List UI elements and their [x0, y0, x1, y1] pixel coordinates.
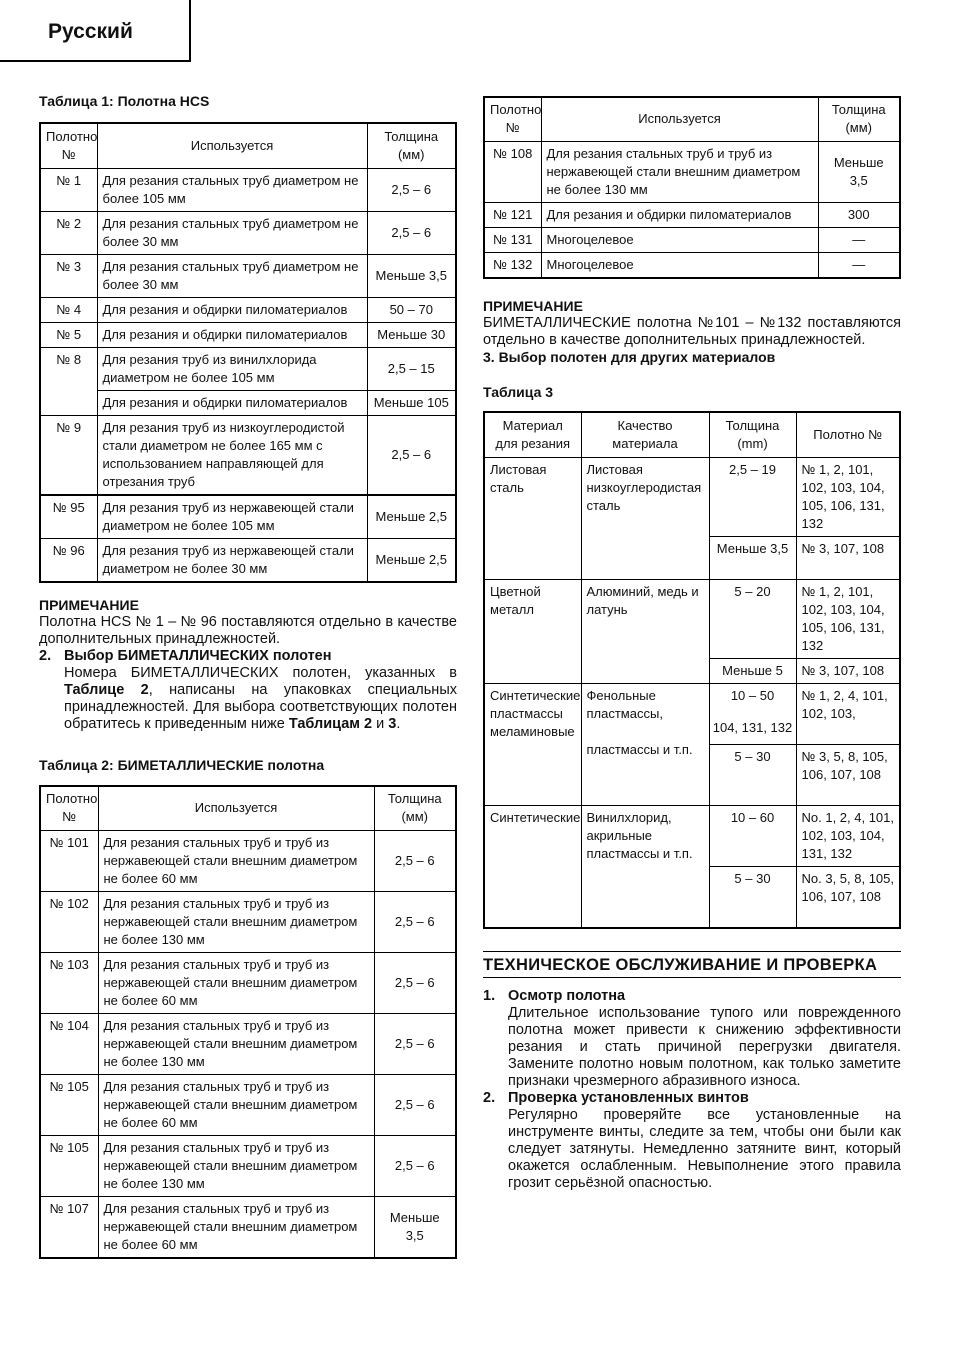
cell-use: Для резания стальных труб и труб из нержавеющей стали внешним диаметром не более 130 мм: [98, 892, 374, 953]
cell-no: № 104: [40, 1014, 98, 1075]
cell-thick: 10 – 50 104, 131, 132: [709, 684, 796, 745]
cell-thick: 2,5 – 6: [374, 1075, 456, 1136]
note-text: Полотна HCS № 1 – № 96 поставляются отдельно в качестве дополнительных принадлежностей.: [39, 613, 457, 647]
col-header: Толщина (mm): [709, 412, 796, 458]
table-row: [40, 831, 456, 892]
cell-thick: Меньше 3,5: [709, 537, 796, 580]
cell-thick: 2,5 – 6: [374, 1136, 456, 1197]
table-row: [484, 806, 900, 867]
cell-no: № 3: [40, 254, 97, 297]
item-number: 2.: [39, 647, 52, 664]
cell-thick: Меньше 3,5: [818, 141, 900, 202]
cell-thick: 5 – 30: [709, 745, 796, 806]
cell-quality: Листовая низкоуглеродистая сталь: [581, 458, 709, 580]
table1: [39, 122, 457, 583]
table-row: [40, 1075, 456, 1136]
note-title: ПРИМЕЧАНИЕ: [39, 596, 139, 613]
cell-thick: 2,5 – 6: [367, 415, 456, 495]
cell-thick: 10 – 60: [709, 806, 796, 867]
cell-blade: № 1, 2, 4, 101, 102, 103,: [796, 684, 900, 745]
cell-use: Для резания и обдирки пиломатериалов: [97, 322, 367, 347]
col-header: Качество материала: [581, 412, 709, 458]
right-column: [483, 96, 901, 1192]
cell-use: Для резания стальных труб и труб из нержавеющей стали внешним диаметром не более 60 мм: [98, 1075, 374, 1136]
cell-blade: № 3, 107, 108: [796, 537, 900, 580]
table1-title: Таблица 1: Полотна HCS: [39, 93, 210, 109]
table-row: [40, 495, 456, 539]
table-row: [40, 297, 456, 322]
table-row: [40, 538, 456, 582]
cell-use: Многоцелевое: [541, 252, 818, 278]
cell-material: Синтетические пластмассы меламиновые: [484, 684, 581, 806]
note1: [39, 597, 457, 648]
table-row: [484, 202, 900, 227]
cell-thick: 50 – 70: [367, 297, 456, 322]
col-header: Используется: [98, 786, 374, 831]
item-body: Регулярно проверяйте все установленные на инструменте винты, следите за тем, чтобы они были как следует затянуты. Немедленно затяните винт, который окажется ослабленным. Невыполнение этого правила грозит серьёзной опасностью.: [508, 1106, 901, 1191]
table-header-row: [40, 786, 456, 831]
cell-no: № 2: [40, 211, 97, 254]
cell-use: Для резания стальных труб диаметром не более 30 мм: [97, 254, 367, 297]
cell-quality: Фенольные пластмассы, пластмассы и т.п.: [581, 684, 709, 806]
cell-thick: Меньше 5: [709, 659, 796, 684]
cell-no: № 103: [40, 953, 98, 1014]
language-tab: [0, 0, 191, 62]
list-item: [483, 1090, 901, 1192]
cell-material: Цветной металл: [484, 580, 581, 684]
table-row: [40, 953, 456, 1014]
cell-thick: 2,5 – 6: [367, 211, 456, 254]
table2-title: Таблица 2: БИМЕТАЛЛИЧЕСКИЕ полотна: [39, 756, 325, 773]
cell-use: Для резания и обдирки пиломатериалов: [97, 390, 367, 415]
table-row: [40, 1197, 456, 1259]
table-header-row: [484, 97, 900, 141]
language-label: Русский: [48, 20, 133, 43]
left-column: [39, 93, 457, 1259]
table3-title: Таблица 3: [483, 383, 554, 400]
cell-use: Для резания стальных труб и труб из нержавеющей стали внешним диаметром не более 130 мм: [98, 1136, 374, 1197]
cell-quality: Винилхлорид, акрильные пластмассы и т.п.: [581, 806, 709, 928]
col-header: Полотно №: [40, 786, 98, 831]
cell-thick: Меньше 105: [367, 390, 456, 415]
cell-use: Для резания труб из нержавеющей стали диаметром не более 105 мм: [97, 495, 367, 539]
cell-no: № 105: [40, 1075, 98, 1136]
cell-no: № 95: [40, 495, 97, 539]
maintenance-title: ТЕХНИЧЕСКОЕ ОБСЛУЖИВАНИЕ И ПРОВЕРКА: [483, 951, 901, 978]
cell-thick: 2,5 – 6: [374, 953, 456, 1014]
cell-thick: 5 – 30: [709, 867, 796, 928]
table-row: [40, 892, 456, 953]
table-header-row: [484, 412, 900, 458]
col-header: Материал для резания: [484, 412, 581, 458]
note-text: БИМЕТАЛЛИЧЕСКИЕ полотна №101 – №132 поставляются отдельно в качестве дополнительных принадлежностей.: [483, 314, 901, 348]
section2: [39, 648, 457, 733]
cell-use: Для резания и обдирки пиломатериалов: [541, 202, 818, 227]
col-header: Толщина (мм): [367, 123, 456, 168]
cell-thick: —: [818, 227, 900, 252]
table-row: [40, 211, 456, 254]
item-title: Выбор БИМЕТАЛЛИЧЕСКИХ полотен: [64, 647, 332, 664]
cell-blade: № 3, 5, 8, 105, 106, 107, 108: [796, 745, 900, 806]
cell-use: Для резания труб из нержавеющей стали диаметром не более 30 мм: [97, 538, 367, 582]
cell-use: Для резания стальных труб и труб из нержавеющей стали внешним диаметром не более 60 мм: [98, 1197, 374, 1259]
col-header: Полотно №: [796, 412, 900, 458]
cell-thick: 2,5 – 6: [367, 168, 456, 211]
cell-thick: 2,5 – 6: [374, 831, 456, 892]
cell-no: № 131: [484, 227, 541, 252]
table-row: [484, 684, 900, 745]
table-row: [40, 415, 456, 495]
cell-blade: No. 1, 2, 4, 101, 102, 103, 104, 131, 132: [796, 806, 900, 867]
cell-no: № 96: [40, 538, 97, 582]
cell-no: № 9: [40, 415, 97, 495]
cell-use: Для резания стальных труб и труб из нержавеющей стали внешним диаметром не более 60 мм: [98, 953, 374, 1014]
cell-no: № 101: [40, 831, 98, 892]
cell-no: № 8: [40, 347, 97, 415]
col-header: Полотно №: [40, 123, 97, 168]
cell-use: Для резания стальных труб диаметром не более 30 мм: [97, 211, 367, 254]
cell-blade: № 1, 2, 101, 102, 103, 104, 105, 106, 131, 132: [796, 580, 900, 659]
cell-no: № 4: [40, 297, 97, 322]
col-header: Используется: [97, 123, 367, 168]
cell-no: № 105: [40, 1136, 98, 1197]
cell-thick: 2,5 – 6: [374, 892, 456, 953]
item-title: Проверка установленных винтов: [508, 1089, 749, 1106]
item-body: Номера БИМЕТАЛЛИЧЕСКИХ полотен, указанных в Таблице 2, написаны на упаковках специальных принадлежностей. Для выбора соответствующих полотен обратитесь к приведенным ниже Таблицам 2 и 3.: [64, 664, 457, 732]
cell-use: Для резания труб из низкоуглеродистой стали диаметром не более 165 мм с использованием направляющей для отрезания труб: [97, 415, 367, 495]
cell-use: Для резания стальных труб и труб из нержавеющей стали внешним диаметром не более 130 мм: [541, 141, 818, 202]
list-item: [483, 988, 901, 1090]
maintenance-list: [483, 988, 901, 1192]
cell-thick: —: [818, 252, 900, 278]
cell-no: № 1: [40, 168, 97, 211]
note2: [483, 298, 901, 366]
cell-use: Для резания стальных труб и труб из нержавеющей стали внешним диаметром не более 60 мм: [98, 831, 374, 892]
cell-no: № 121: [484, 202, 541, 227]
table-row: [484, 227, 900, 252]
cell-thick: Меньше 2,5: [367, 538, 456, 582]
section3-title: 3. Выбор полотен для других материалов: [483, 348, 776, 365]
cell-use: Многоцелевое: [541, 227, 818, 252]
table-row: [484, 252, 900, 278]
table-row: [40, 168, 456, 211]
cell-no: № 132: [484, 252, 541, 278]
table2: [39, 785, 457, 1260]
item-number: 1.: [483, 987, 496, 1004]
table-row: [40, 390, 456, 415]
item-number: 2.: [483, 1089, 496, 1106]
item-body: Длительное использование тупого или поврежденного полотна может привести к снижению эффективности резания и стать причиной перегрузки двигателя. Замените полотно новым полотном, как только заметите признаки чрезмерного абразивного износа.: [508, 1004, 901, 1089]
cell-thick: Меньше 3,5: [367, 254, 456, 297]
col-header: Полотно №: [484, 97, 541, 141]
col-header: Толщина (мм): [374, 786, 456, 831]
col-header: Используется: [541, 97, 818, 141]
table-row: [484, 458, 900, 537]
cell-blade: № 3, 107, 108: [796, 659, 900, 684]
cell-no: № 5: [40, 322, 97, 347]
cell-thick: 2,5 – 19: [709, 458, 796, 537]
cell-thick: Меньше 2,5: [367, 495, 456, 539]
cell-thick: Меньше 30: [367, 322, 456, 347]
cell-no: № 107: [40, 1197, 98, 1259]
cell-no: № 108: [484, 141, 541, 202]
cell-thick: 2,5 – 6: [374, 1014, 456, 1075]
table-row: [40, 1136, 456, 1197]
col-header: Толщина (мм): [818, 97, 900, 141]
table3: [483, 411, 901, 929]
cell-use: Для резания стальных труб и труб из нержавеющей стали внешним диаметром не более 130 мм: [98, 1014, 374, 1075]
cell-thick: 5 – 20: [709, 580, 796, 659]
item-title: Осмотр полотна: [508, 987, 626, 1004]
table-header-row: [40, 123, 456, 168]
cell-thick: 2,5 – 15: [367, 347, 456, 390]
table-row: [484, 580, 900, 659]
table-row: [40, 347, 456, 390]
cell-material: Синтетические: [484, 806, 581, 928]
cell-use: Для резания стальных труб диаметром не более 105 мм: [97, 168, 367, 211]
cell-blade: № 1, 2, 101, 102, 103, 104, 105, 106, 131, 132: [796, 458, 900, 537]
note-title: ПРИМЕЧАНИЕ: [483, 297, 583, 314]
table-row: [40, 1014, 456, 1075]
cell-use: Для резания и обдирки пиломатериалов: [97, 297, 367, 322]
cell-thick: Меньше 3,5: [374, 1197, 456, 1259]
cell-thick: 300: [818, 202, 900, 227]
cell-use: Для резания труб из винилхлорида диаметром не более 105 мм: [97, 347, 367, 390]
table-row: [40, 254, 456, 297]
list-item: [39, 648, 457, 733]
table-row: [484, 141, 900, 202]
cell-quality: Алюминий, медь и латунь: [581, 580, 709, 684]
cell-blade: No. 3, 5, 8, 105, 106, 107, 108: [796, 867, 900, 928]
table2-continued: [483, 96, 901, 279]
cell-no: № 102: [40, 892, 98, 953]
table-row: [40, 322, 456, 347]
cell-material: Листовая сталь: [484, 458, 581, 580]
